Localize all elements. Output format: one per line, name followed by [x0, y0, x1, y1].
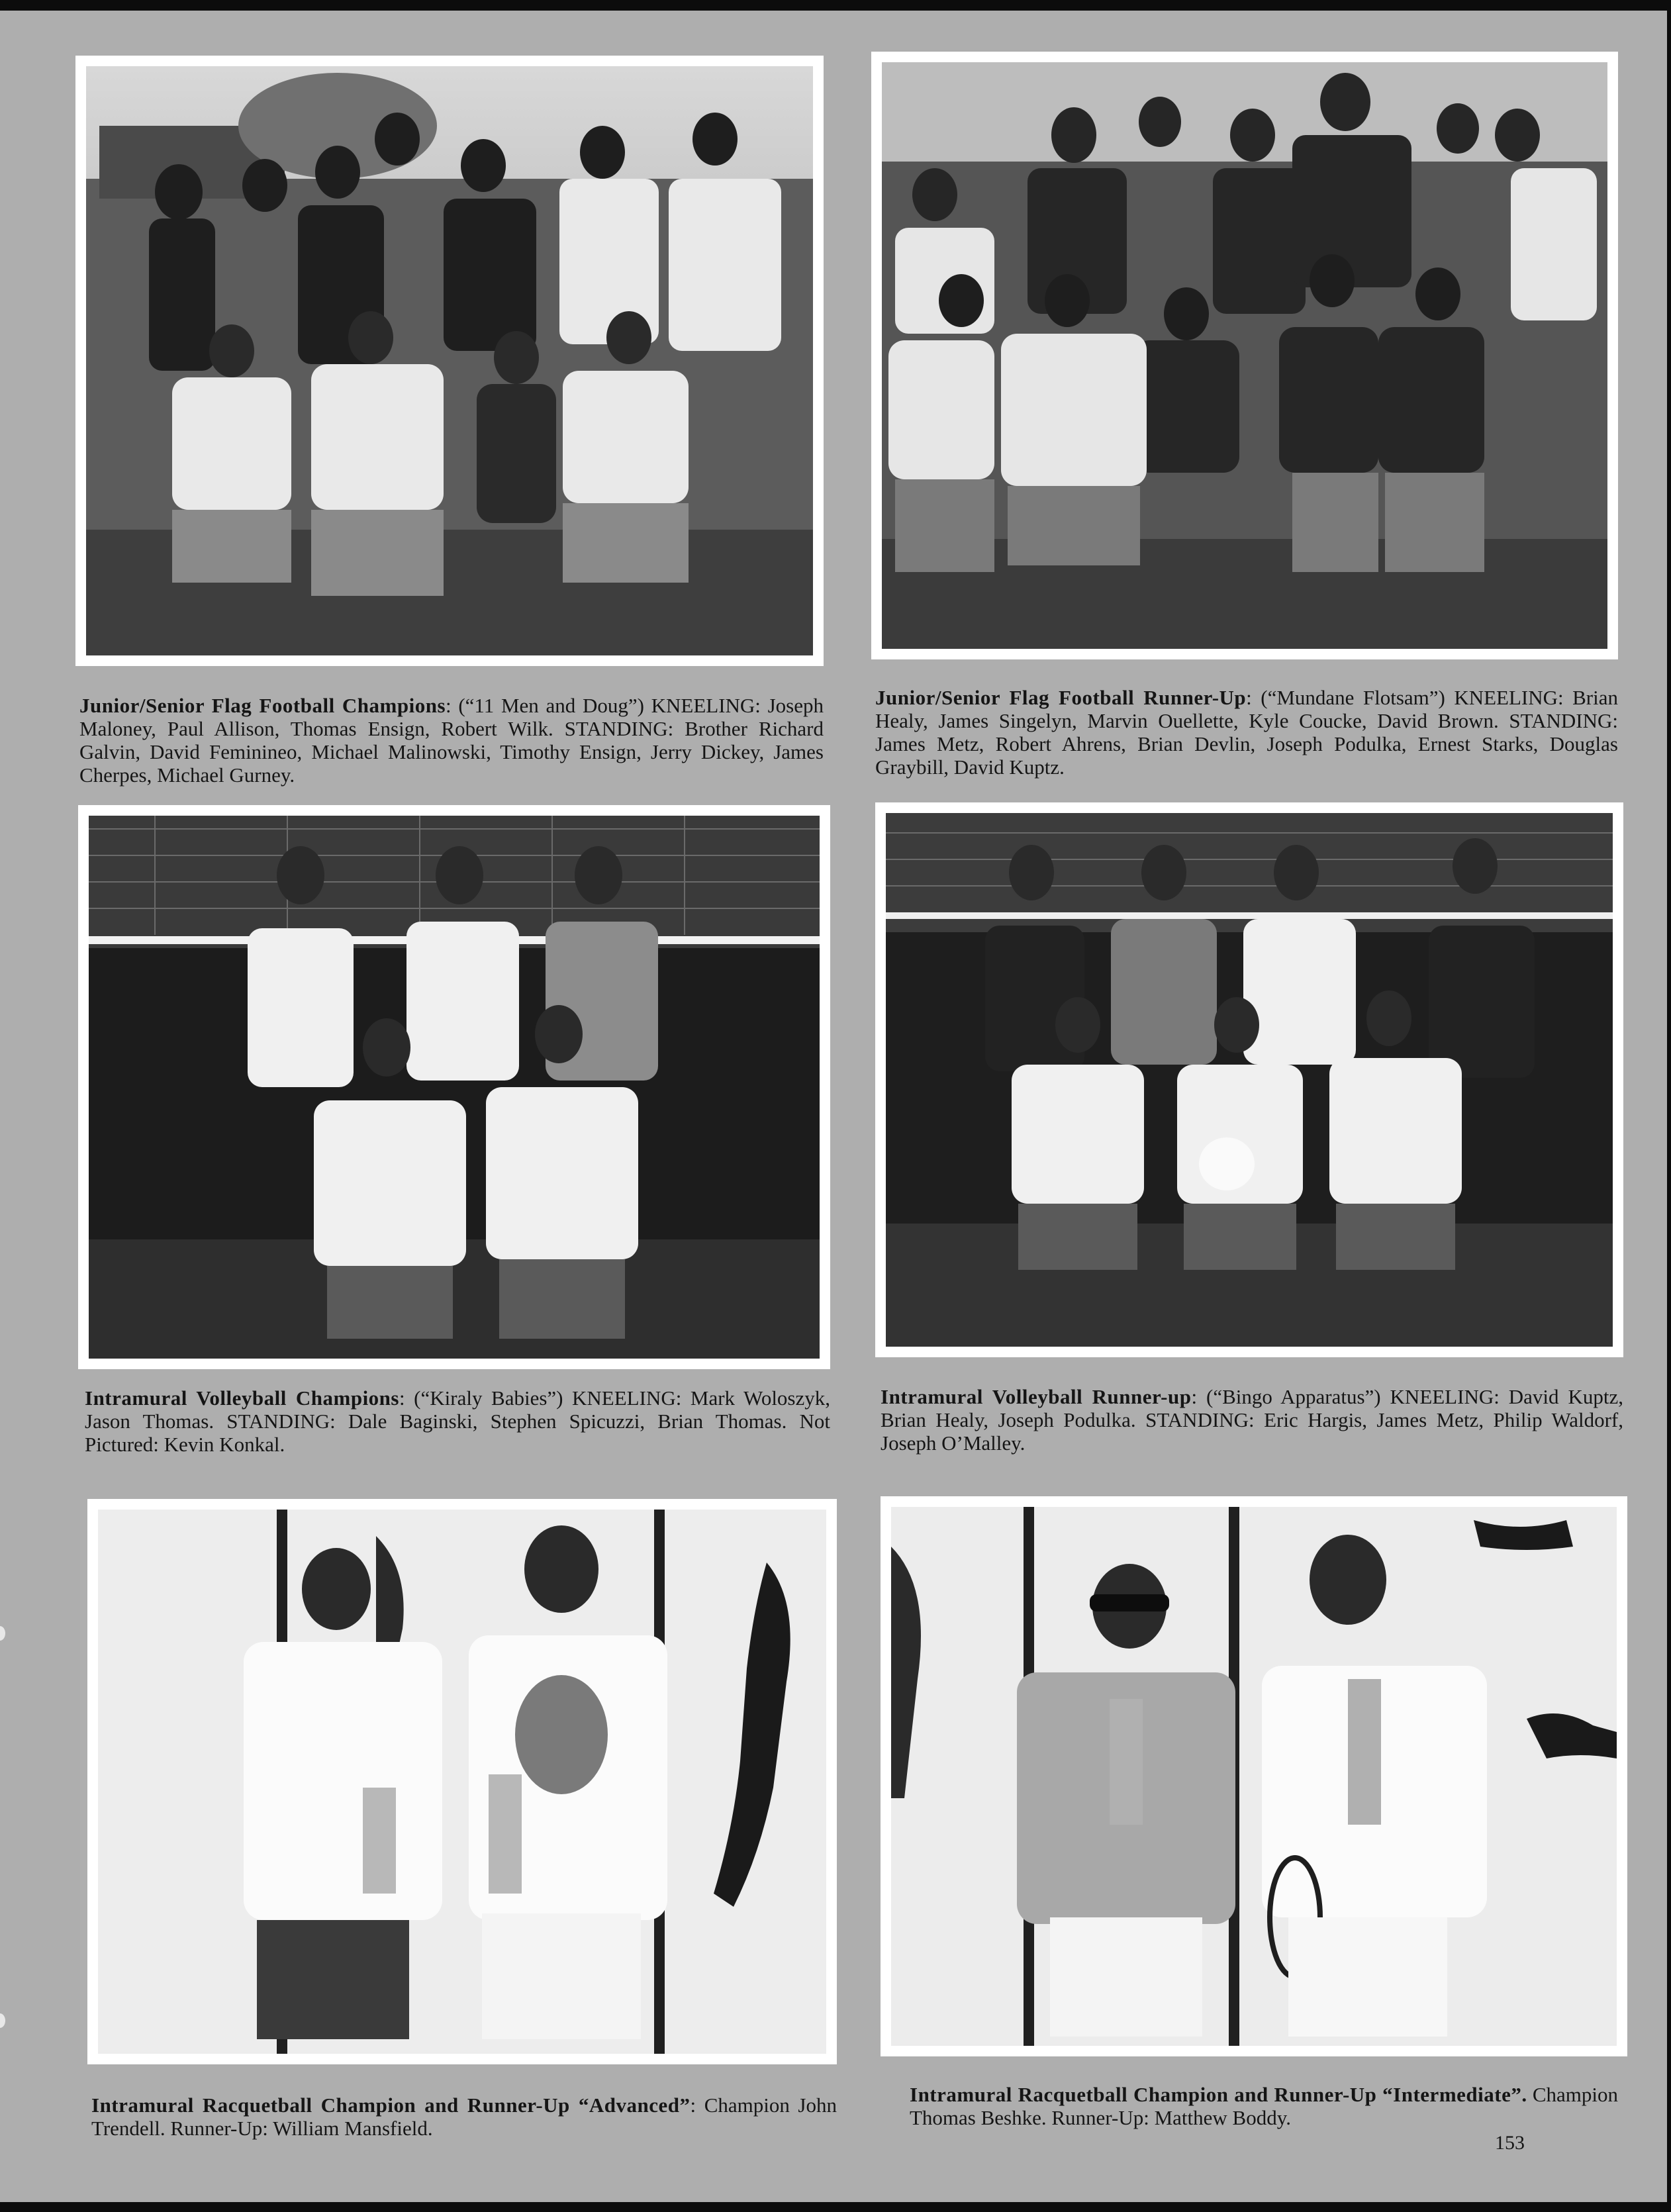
team-photo-image — [886, 813, 1613, 1347]
caption-racquetball-intermediate — [910, 2083, 1618, 2129]
caption-title: Intramural Volleyball Champions — [85, 1386, 399, 1410]
photo-flag-football-champions — [75, 56, 824, 666]
caption-title: Intramural Racquetball Champion and Runner-Up “Intermediate”. — [910, 2083, 1527, 2106]
photo-flag-football-runner-up — [871, 52, 1618, 659]
team-photo-image — [89, 816, 820, 1359]
caption-flag-football-champions — [79, 694, 824, 787]
caption-title: Junior/Senior Flag Football Runner-Up — [875, 686, 1247, 709]
caption-title: Intramural Racquetball Champion and Runner-Up “Advanced” — [91, 2093, 691, 2117]
winners-photo-image — [98, 1510, 826, 2054]
winners-photo-image — [891, 1507, 1617, 2046]
caption-volleyball-champions — [85, 1386, 830, 1456]
binding-hole — [0, 1626, 5, 1641]
caption-body: : (“Bingo Apparatus”) KNEELING: David Kuptz, Brian Healy, Joseph Podulka. STANDING: Eric Hargis, James Metz, Philip Waldorf, Joseph O’Malley. — [881, 1385, 1623, 1455]
photo-racquetball-intermediate — [881, 1496, 1627, 2056]
caption-body: Champion Thomas Beshke. Runner-Up: Matthew Boddy. — [910, 2083, 1618, 2129]
caption-body: : (“Kiraly Babies”) KNEELING: Mark Woloszyk, Jason Thomas. STANDING: Dale Baginski, Stephen Spicuzzi, Brian Thomas. Not Pictured: Kevin Konkal. — [85, 1386, 830, 1456]
caption-racquetball-advanced — [91, 2093, 837, 2140]
caption-title: Intramural Volleyball Runner-up — [881, 1385, 1192, 1408]
photo-volleyball-runner-up — [875, 802, 1623, 1357]
team-photo-image — [882, 62, 1607, 649]
page-number: 153 — [1495, 2132, 1525, 2154]
photo-volleyball-champions — [78, 805, 830, 1369]
yearbook-page — [0, 11, 1667, 2202]
photo-racquetball-advanced — [87, 1499, 837, 2064]
caption-body: : (“Mundane Flotsam”) KNEELING: Brian Healy, James Singelyn, Marvin Ouellette, Kyle Coucke, David Brown. STANDING: James Metz, Robert Ahrens, Brian Devlin, Joseph Podulka, Ernest Starks, Douglas Graybill, David Kuptz. — [875, 686, 1618, 779]
team-photo-image — [86, 66, 813, 655]
binding-hole — [0, 2013, 5, 2028]
caption-flag-football-runner-up — [875, 686, 1618, 779]
caption-volleyball-runner-up — [881, 1385, 1623, 1455]
caption-body: : (“11 Men and Doug”) KNEELING: Joseph Maloney, Paul Allison, Thomas Ensign, Robert Wilk. STANDING: Brother Richard Galvin, David Feminineo, Michael Malinowski, Timothy Ensign, Jerry Dickey, James Cherpes, Michael Gurney. — [79, 694, 824, 787]
caption-title: Junior/Senior Flag Football Champions — [79, 694, 446, 717]
caption-body: : Champion John Trendell. Runner-Up: William Mansfield. — [91, 2093, 837, 2140]
